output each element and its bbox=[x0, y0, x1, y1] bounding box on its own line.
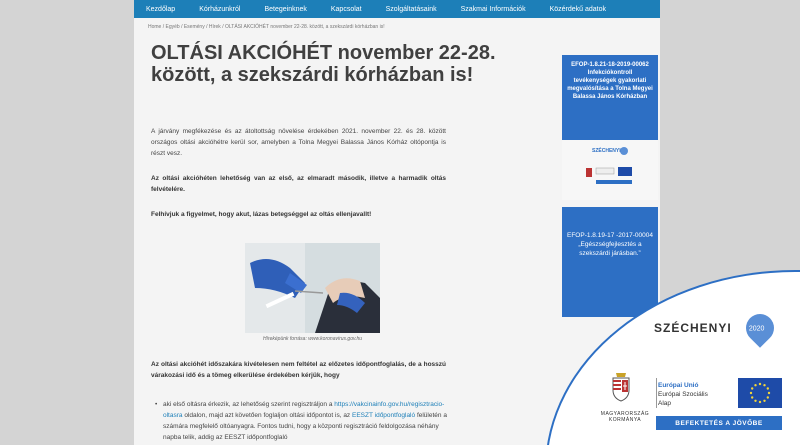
tagline-banner: BEFEKTETÉS A JÖVŐBE bbox=[656, 416, 782, 430]
divider bbox=[656, 378, 657, 408]
paragraph-booking: Az oltási akcióhét időszakára kivételesen nem feltétel az előzetes időpontfoglalás, de a hosszú várakozási idő és a tömeg elkerülése érdekében kérjük, hogy bbox=[151, 361, 446, 379]
bullet-text-mid: oldalon, majd azt követően foglaljon oltási időpontot is, az bbox=[184, 412, 351, 419]
badge-year: 2020 bbox=[748, 325, 765, 333]
paragraph-intro: A járvány megfékezése és az átoltottság növelése érdekében 2021. november 22. és 28. között országos oltási akcióhétre kerül sor, amelyben a Tolna Megyei Balassa János Kórház oltópontja is részt vesz. bbox=[151, 128, 446, 157]
eu-flag-icon bbox=[738, 378, 782, 408]
efop-banner-infection-control[interactable] bbox=[562, 55, 658, 200]
government-line1: MAGYARORSZÁG bbox=[600, 411, 650, 417]
government-line2: KORMÁNYA bbox=[608, 417, 642, 423]
paragraph-warning: Felhívjuk a figyelmet, hogy akut, lázas betegséggel az oltás ellenjavallt! bbox=[151, 211, 372, 218]
banner1-szechenyi-logo: SZÉCHENYI bbox=[592, 148, 621, 154]
bullet-text-pre: aki első oltásra érkezik, az lehetőség szerint regisztráljon a bbox=[163, 401, 333, 408]
eeszt-link[interactable]: EESZT időpontfoglaló bbox=[352, 412, 416, 419]
eu-fund-line3: Alap bbox=[658, 400, 672, 407]
nav-item-professional[interactable]: Szakmai Információk bbox=[460, 5, 526, 13]
registration-link[interactable]: https://vakcinainfo.gov.hu/regisztracio-oltasra bbox=[163, 401, 445, 419]
bullet-text-post: felületén a számára megfelelő oltóanyagra. Fontos tudni, hogy a központi regisztráció feldolgozása néhány napba telik, addig az EESZT időpontfoglaló bbox=[163, 412, 447, 441]
eu-fund-line2: Európai Szociális bbox=[658, 391, 708, 398]
government-label bbox=[595, 411, 655, 423]
eu-fund-label bbox=[658, 381, 708, 408]
vaccination-photo bbox=[245, 243, 380, 333]
efop-banner-health-development[interactable] bbox=[562, 207, 658, 317]
nav-item-contact[interactable]: Kapcsolat bbox=[330, 5, 362, 13]
list-item bbox=[155, 399, 453, 443]
bullet-dot: • bbox=[155, 401, 158, 408]
paragraph-options: Az oltási akcióhéten lehetőség van az első, az elmaradt második, illetve a harmadik oltás felvételére. bbox=[151, 175, 446, 193]
banner2-text: EFOP-1.8.19-17 -2017-00004 „Egészségfejlesztés a szekszárdi járásban.” bbox=[567, 232, 653, 257]
banner1-logo-area bbox=[562, 140, 658, 200]
nav-item-services[interactable]: Szolgáltatásaink bbox=[385, 5, 437, 13]
hungarian-coat-of-arms-icon bbox=[608, 370, 634, 402]
nav-item-home[interactable]: Kezdőlap bbox=[146, 5, 176, 13]
nav-item-about[interactable]: Kórházunkról bbox=[199, 5, 241, 13]
eu-title: Európai Unió bbox=[658, 382, 699, 389]
article-photo bbox=[245, 243, 380, 333]
page-title: OLTÁSI AKCIÓHÉT november 22-28. között, a szekszárdi kórházban is! bbox=[151, 42, 496, 86]
nav-item-public-data[interactable]: Közérdekű adatok bbox=[549, 5, 607, 13]
breadcrumb[interactable]: Home / Egyéb / Esemény / Hírek / OLTÁSI AKCIÓHÉT november 22-28. között, a szekszárdi kórházban is! bbox=[148, 24, 385, 30]
photo-caption: Híreképünk forrása: www.koronavirus.gov.hu bbox=[262, 336, 363, 342]
nav-item-patients[interactable]: Betegeinknek bbox=[264, 5, 307, 13]
article-body bbox=[151, 126, 446, 234]
main-nav bbox=[134, 0, 660, 18]
szechenyi-logo-text: SZÉCHENYI bbox=[654, 321, 732, 335]
banner1-text: EFOP-1.8.21-18-2019-00062 Infekciókontroll tevékenységek gyakorlati megvalósítása a Tolna Megyei Balassa János Kórházban bbox=[567, 62, 653, 100]
